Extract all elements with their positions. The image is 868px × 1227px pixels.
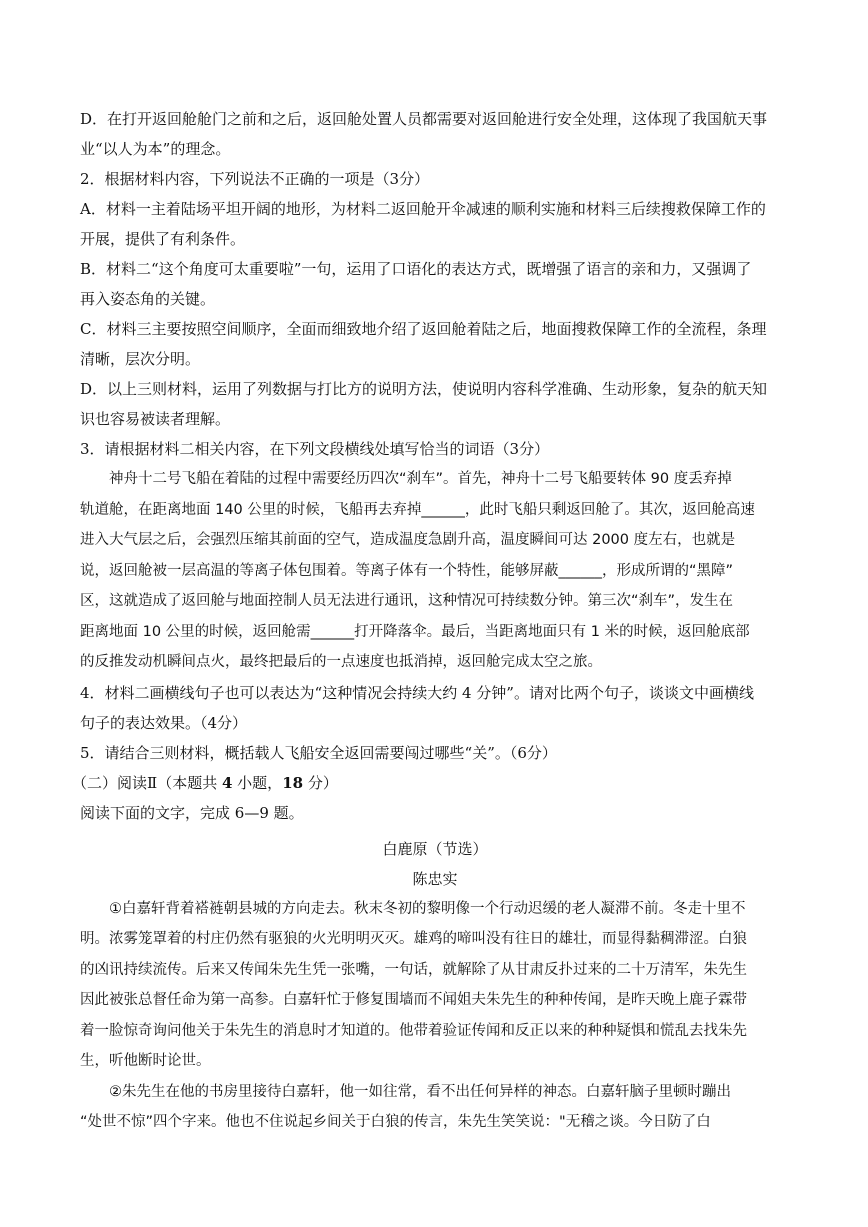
- question-stem: 4．材料二画横线句子也可以表达为“这种情况会持续大约 4 分钟”。请对比两个句子，谈谈文中画横线: [80, 683, 754, 702]
- question-stem: 3．请根据材料二相关内容，在下列文段横线处填写恰当的词语（3分）: [80, 440, 550, 458]
- option-d-line: D．以上三则材料，运用了列数据与打比方的说明方法，使说明内容科学准确、生动形象，复杂的航天知: [80, 380, 768, 398]
- option-d-line: 识也容易被读者理解。: [80, 410, 231, 428]
- paragraph-2: [80, 1077, 790, 1138]
- option-b-line: B．材料二“这个角度可太重要啦”一句，运用了口语化的表达方式，既增强了语言的亲和力，又强调了: [80, 260, 752, 278]
- passage-line: 区，这就造成了返回舱与地面控制人员无法进行通讯，这种情况可持续数分钟。第三次“刹车”，发生在: [80, 593, 734, 609]
- paragraph-line: 的凶讯持续流传。后来又传闻朱先生凭一张嘴，一句话，就解除了从甘肃反扑过来的二十万清军，朱先生: [80, 961, 747, 978]
- paragraph-line: ②朱先生在他的书房里接待白嘉轩，他一如往常，看不出任何异样的神态。白嘉轩脑子里顿时蹦出: [109, 1083, 731, 1100]
- question-stem: 句子的表达效果。（4分）: [80, 713, 248, 732]
- reading-instruction: 阅读下面的文字，完成 6—9 题。: [80, 803, 304, 822]
- article-body: [80, 894, 790, 1138]
- paragraph-line: “处世不惊”四个字来。他也不住说起乡间关于白狼的传言，朱先生笑笑说："无稽之谈。今日防了白: [80, 1114, 711, 1130]
- text-line: 业“以人为本”的理念。: [80, 140, 231, 158]
- paragraph-line: 生，听他断时论世。: [80, 1053, 211, 1069]
- question-3: [80, 434, 790, 678]
- fill-in-passage: [80, 464, 790, 678]
- q1-option-d: [80, 104, 790, 164]
- option-a-line: 开展，提供了有利条件。: [80, 230, 246, 248]
- question-stem: 2．根据材料内容，下列说法不正确的一项是（3分）: [80, 170, 430, 188]
- section-points: 18: [282, 773, 304, 792]
- passage-line: 进入大气层之后，会强烈压缩其前面的空气，造成温度急剧升高，温度瞬间可达 2000 度左右，也就是: [80, 532, 736, 548]
- passage-line: 说，返回舱被一层高温的等离子体包围着。等离子体有一个特性，能够屏蔽______，形成所谓的“黑障”: [80, 562, 734, 579]
- paragraph-line: 着一脸惊奇询问他关于朱先生的消息时才知道的。他带着验证传闻和反正以来的种种疑惧和慌乱去找朱先: [80, 1022, 747, 1039]
- question-4: [80, 678, 790, 738]
- text-line: D．在打开返回舱舱门之前和之后，返回舱处置人员都需要对返回舱进行安全处理，这体现了我国航天事: [80, 110, 768, 128]
- passage-line: 轨道舱，在距离地面 140 公里的时候，飞船再去弃掉______，此时飞船只剩返回舱了。其次，返回舱高速: [80, 501, 755, 518]
- section-mid: 小题，: [232, 773, 283, 792]
- paragraph-line: 明。浓雾笼罩着的村庄仍然有驱狼的火光明明灭灭。雄鸡的啼叫没有往日的雄壮，而显得黏稠滞涩。白狼: [80, 931, 747, 947]
- article-title: 白鹿原（节选）: [382, 839, 488, 858]
- section-heading: [72, 768, 790, 798]
- section-suffix: 分）: [303, 773, 338, 792]
- passage-line: 神舟十二号飞船在着陆的过程中需要经历四次“刹车”。首先，神舟十二号飞船要转体 90 度丢弃掉: [109, 471, 732, 487]
- paragraph-line: 因此被张总督任命为第一高参。白嘉轩忙于修复围墙而不闻姐夫朱先生的种种传闻，是昨天晚上鹿子霖带: [80, 992, 747, 1008]
- option-b-line: 再入姿态角的关键。: [80, 290, 216, 308]
- question-5: 5．请结合三则材料，概括载人飞船安全返回需要闯过哪些“关”。（6分）: [80, 743, 557, 762]
- option-c-line: 清晰，层次分明。: [80, 350, 201, 368]
- passage-line: 距离地面 10 公里的时候，返回舱需______打开降落伞。最后，当距离地面只有 1 米的时候，返回舱底部: [80, 623, 750, 640]
- passage-line: 的反推发动机瞬间点火，最终把最后的一点速度也抵消掉，返回舱完成太空之旅。: [80, 654, 602, 670]
- section-count: 4: [221, 773, 233, 792]
- section-prefix: （二）阅读Ⅱ（本题共: [72, 773, 222, 792]
- option-c-line: C．材料三主要按照空间顺序，全面而细致地介绍了返回舱着陆之后，地面搜救保障工作的全流程，条理: [80, 320, 767, 338]
- paragraph-line: ①白嘉轩背着褡裢朝县城的方向走去。秋末冬初的黎明像一个行动迟缓的老人凝滞不前。冬走十里不: [109, 900, 746, 917]
- question-2: [80, 164, 790, 434]
- article-author: 陈忠实: [412, 869, 458, 888]
- document-body: [72, 104, 790, 1138]
- paragraph-1: [80, 894, 790, 1077]
- option-a-line: A．材料一主着陆场平坦开阔的地形，为材料二返回舱开伞减速的顺利实施和材料三后续搜救保障工作的: [80, 200, 766, 218]
